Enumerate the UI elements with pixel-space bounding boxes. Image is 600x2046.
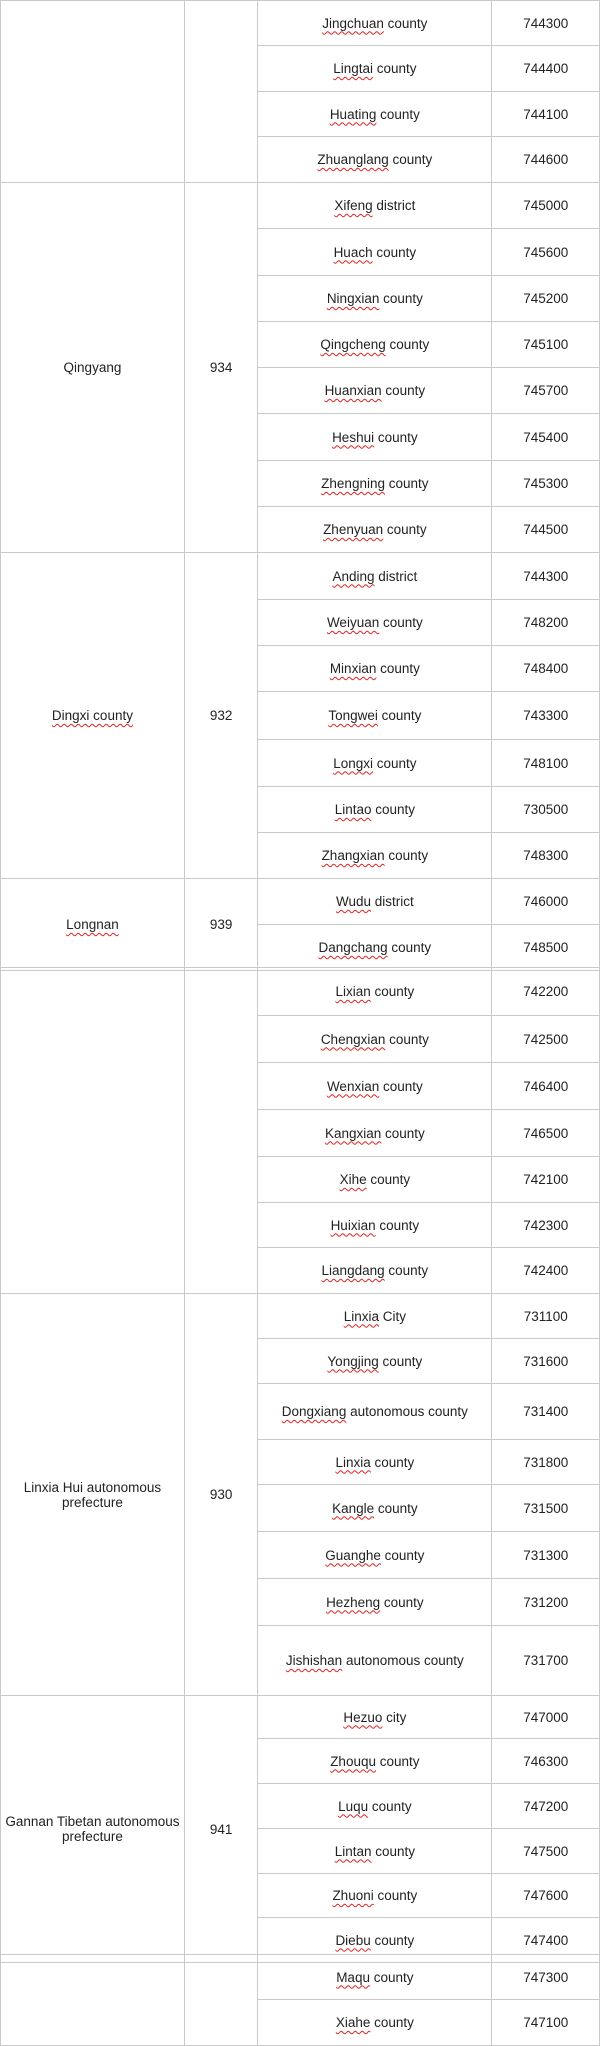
postal-code: 745100 <box>523 337 569 352</box>
postal-code-cell <box>492 1157 600 1203</box>
county-name-main: Zhenyuan <box>323 522 384 537</box>
county-name-main: Zhengning <box>321 476 385 491</box>
county-name-cell <box>258 2000 492 2046</box>
postal-code-cell <box>492 787 600 833</box>
county-name-main: Minxian <box>329 661 377 676</box>
postal-code-cell <box>492 1339 600 1384</box>
city-cell <box>1 968 185 1294</box>
county-name-suffix: district <box>374 568 418 584</box>
county-name-cell <box>258 740 492 787</box>
postal-code: 744300 <box>523 15 569 31</box>
table-segment-3 <box>0 1954 600 2046</box>
county-name-cell <box>258 925 492 971</box>
postal-code-cell <box>492 461 600 507</box>
county-name-suffix: county <box>376 661 420 676</box>
county-name-suffix: county <box>379 615 423 630</box>
postal-code-cell <box>492 1248 600 1294</box>
county-name-main: Qingcheng <box>320 337 386 352</box>
table-row <box>1 1294 600 1339</box>
county-name-suffix: county <box>369 1969 414 1985</box>
area-code-cell <box>184 553 257 879</box>
postal-code: 747200 <box>523 1798 569 1814</box>
county-name-cell <box>258 276 492 322</box>
postal-code: 748300 <box>523 848 569 863</box>
county-name-main: Jingchuan <box>322 15 384 31</box>
city-name: Gannan Tibetan autonomous prefecture <box>5 1814 180 1844</box>
postal-code: 746400 <box>523 1078 569 1094</box>
county-name-cell <box>258 1016 492 1063</box>
county-name-cell <box>258 1485 492 1532</box>
postal-code: 744300 <box>523 568 569 584</box>
county-name-cell <box>258 1 492 46</box>
county-name-main: Maqu <box>336 1969 370 1985</box>
city-cell <box>1 1 185 183</box>
county-name-cell <box>258 1063 492 1110</box>
postal-code-cell <box>492 368 600 414</box>
table-row <box>1 183 600 229</box>
county-name-main: Anding <box>332 568 375 584</box>
postal-code: 731700 <box>523 1653 569 1668</box>
county-name-main: Liangdang <box>321 1263 385 1278</box>
postal-code-cell <box>492 1955 600 2000</box>
postal-code: 748200 <box>523 615 569 630</box>
county-name-main: Huach <box>333 244 373 260</box>
postal-code-cell <box>492 833 600 879</box>
county-name-main: Huating <box>329 106 377 122</box>
county-name-cell <box>258 507 492 553</box>
county-name-main: Zhuanglang <box>317 152 389 167</box>
city-cell <box>1 1696 185 1963</box>
area-code-cell <box>184 968 257 1294</box>
county-name-cell <box>258 1696 492 1739</box>
county-name-main: Guanghe <box>325 1547 381 1563</box>
postal-code: 742400 <box>523 1263 569 1278</box>
postal-code: 747000 <box>523 1709 569 1725</box>
county-name-suffix: county <box>371 802 416 817</box>
postal-code: 742300 <box>523 1217 569 1233</box>
county-name-suffix: county <box>384 476 429 491</box>
county-name-main: Ningxian <box>326 291 380 306</box>
postal-code-cell <box>492 137 600 183</box>
county-name-suffix: county <box>375 1753 420 1769</box>
county-name-suffix: autonomous county <box>342 1653 464 1668</box>
county-name-suffix: county <box>380 1547 425 1563</box>
postal-code: 745000 <box>523 198 569 213</box>
county-name-suffix: county <box>383 522 427 537</box>
county-name-cell <box>258 46 492 92</box>
table-row <box>1 968 600 1016</box>
area-code-cell <box>184 1 257 183</box>
county-name-cell <box>258 183 492 229</box>
county-name-suffix: county <box>377 708 422 723</box>
postal-code-cell <box>492 740 600 787</box>
county-name-cell <box>258 1784 492 1829</box>
county-name-main: Weiyuan <box>326 615 380 630</box>
county-name-cell <box>258 553 492 600</box>
county-name-suffix: county <box>370 1454 415 1470</box>
postal-code-cell <box>492 322 600 368</box>
county-name-cell <box>258 787 492 833</box>
county-name-main: Kangxian <box>324 1125 382 1141</box>
county-name-suffix: county <box>368 1798 412 1814</box>
area-code: 941 <box>209 1821 233 1837</box>
postal-code: 745400 <box>523 429 569 445</box>
county-name-main: Xiahe <box>335 2015 371 2030</box>
postal-code: 744600 <box>523 152 569 167</box>
county-name-cell <box>258 229 492 276</box>
county-name-suffix: county <box>387 940 432 955</box>
postal-code-cell <box>492 1739 600 1784</box>
city-name: Linxia Hui autonomous prefecture <box>23 1479 162 1510</box>
county-name-suffix: county <box>372 755 417 771</box>
county-name-suffix: county <box>373 1888 418 1903</box>
postal-code-cell <box>492 968 600 1016</box>
postal-code: 748100 <box>523 755 569 771</box>
postal-code-cell <box>492 276 600 322</box>
county-name-suffix: county <box>370 2015 414 2030</box>
postal-code: 744500 <box>523 522 569 537</box>
postal-code: 731100 <box>523 1308 568 1324</box>
county-name-cell <box>258 461 492 507</box>
postal-code-cell <box>492 229 600 276</box>
county-name-main: Linxia <box>343 1308 379 1324</box>
county-name-main: Lixian <box>335 984 371 999</box>
table-row <box>1 1955 600 2000</box>
county-name-suffix: district <box>370 894 414 909</box>
county-name-main: Wudu <box>335 894 371 909</box>
postal-code: 746000 <box>523 894 569 909</box>
county-name-suffix: county <box>370 1932 415 1948</box>
postal-code-cell <box>492 646 600 692</box>
postal-code-cell <box>492 879 600 925</box>
county-name-suffix: county <box>374 1500 418 1516</box>
county-name-main: Tongwei <box>328 708 378 723</box>
county-name-suffix: district <box>372 198 416 213</box>
county-name-main: Xifeng <box>334 198 373 213</box>
county-name-main: Linxia <box>335 1454 371 1470</box>
postal-code: 745300 <box>523 476 569 491</box>
postal-code-cell <box>492 1203 600 1248</box>
postal-code: 747500 <box>523 1843 569 1859</box>
county-name-suffix: county <box>384 848 429 863</box>
county-name-cell <box>258 1157 492 1203</box>
postal-code: 744400 <box>523 61 569 76</box>
city-cell <box>1 1955 185 2046</box>
county-name-main: Zhuoni <box>332 1888 374 1903</box>
county-name-cell <box>258 968 492 1016</box>
postal-code: 731300 <box>523 1547 569 1563</box>
county-name-main: Kangle <box>332 1500 375 1516</box>
county-name-main: Huixian <box>330 1217 376 1233</box>
county-name-suffix: City <box>378 1308 406 1324</box>
postal-code: 745600 <box>523 244 569 260</box>
county-name-cell <box>258 414 492 461</box>
area-code-cell <box>184 183 257 553</box>
postal-code: 731200 <box>523 1594 569 1610</box>
county-name-cell <box>258 1440 492 1485</box>
county-name-main: Chengxian <box>320 1031 386 1047</box>
county-name-suffix: county <box>381 383 426 398</box>
postal-code: 743300 <box>523 708 569 723</box>
postal-code: 745200 <box>523 291 569 306</box>
postal-code-cell <box>492 46 600 92</box>
postal-code-cell <box>492 1 600 46</box>
postal-code-cell <box>492 507 600 553</box>
table-row <box>1 1696 600 1739</box>
area-code-cell <box>184 879 257 971</box>
city-name: Longnan <box>66 917 119 932</box>
postal-code-cell <box>492 925 600 971</box>
county-name-main: Yongjing <box>327 1353 379 1369</box>
county-name-main: Luqu <box>338 1798 369 1814</box>
county-name-suffix: county <box>380 1594 424 1610</box>
county-name-cell <box>258 368 492 414</box>
postal-code-cell <box>492 1696 600 1739</box>
postal-code: 747400 <box>523 1932 569 1948</box>
postal-code-cell <box>492 1063 600 1110</box>
city-cell <box>1 183 185 553</box>
county-name-main: Zhouqu <box>330 1753 376 1769</box>
county-name-suffix: county <box>372 244 417 260</box>
county-name-cell <box>258 646 492 692</box>
county-name-cell <box>258 1532 492 1579</box>
postal-code: 748400 <box>523 661 569 676</box>
city-cell <box>1 879 185 971</box>
postal-code: 731500 <box>523 1500 569 1516</box>
postal-code-cell <box>492 1829 600 1874</box>
county-name-cell <box>258 833 492 879</box>
county-name-cell <box>258 1955 492 2000</box>
postal-code: 745700 <box>523 383 569 398</box>
postal-code-cell <box>492 92 600 137</box>
county-name-main: Dongxiang <box>281 1404 347 1419</box>
county-name-suffix: county <box>374 429 418 445</box>
city-cell <box>1 1294 185 1696</box>
area-code-cell <box>184 1955 257 2046</box>
postal-code: 748500 <box>523 940 569 955</box>
county-name-main: Hezuo <box>343 1709 383 1725</box>
county-name-main: Hezheng <box>326 1594 381 1610</box>
county-name-suffix: county <box>385 1031 429 1047</box>
county-name-main: Longxi <box>333 755 373 771</box>
area-code-cell <box>184 1696 257 1963</box>
city-name: Qingyang <box>63 360 122 375</box>
postal-code-cell <box>492 692 600 740</box>
postal-code: 742200 <box>523 984 569 999</box>
county-name-cell <box>258 1294 492 1339</box>
postal-code-cell <box>492 553 600 600</box>
postal-code-cell <box>492 414 600 461</box>
county-name-suffix: county <box>370 984 415 999</box>
postal-code-cell <box>492 1440 600 1485</box>
county-name-cell <box>258 1248 492 1294</box>
city-cell <box>1 553 185 879</box>
county-name-cell <box>258 1579 492 1626</box>
postal-code-cell <box>492 1110 600 1157</box>
postal-code-cell <box>492 183 600 229</box>
postal-code: 746300 <box>523 1753 569 1769</box>
postal-code-cell <box>492 1532 600 1579</box>
postal-code-cell <box>492 1874 600 1918</box>
postal-code-cell <box>492 1626 600 1696</box>
county-name-cell <box>258 1384 492 1440</box>
county-name-main: Heshui <box>332 429 375 445</box>
postal-code: 731400 <box>523 1404 569 1419</box>
county-name-suffix: county <box>376 106 420 122</box>
area-code: 930 <box>209 1487 233 1502</box>
postal-code-cell <box>492 1485 600 1532</box>
county-name-suffix: county <box>379 291 423 306</box>
city-name: Dingxi county <box>51 708 133 723</box>
county-name-suffix: county <box>378 1353 423 1369</box>
postal-code: 742500 <box>523 1031 569 1047</box>
county-name-main: Jishishan <box>285 1653 343 1668</box>
county-name-cell <box>258 600 492 646</box>
area-code: 934 <box>209 360 233 375</box>
county-name-cell <box>258 92 492 137</box>
postal-code-cell <box>492 1579 600 1626</box>
postal-code: 747300 <box>523 1969 569 1985</box>
area-code-cell <box>184 1294 257 1696</box>
postal-code-cell <box>492 1784 600 1829</box>
county-name-suffix: county <box>379 1078 423 1094</box>
county-name-suffix: county <box>383 15 428 31</box>
postal-code-cell <box>492 1016 600 1063</box>
county-name-main: Lintao <box>334 802 372 817</box>
county-name-cell <box>258 1874 492 1918</box>
county-name-suffix: county <box>371 1843 416 1859</box>
county-name-cell <box>258 1739 492 1784</box>
county-name-cell <box>258 322 492 368</box>
county-name-suffix: autonomous county <box>346 1404 468 1419</box>
postal-code-cell <box>492 1294 600 1339</box>
county-name-main: Lintan <box>334 1843 372 1859</box>
county-name-main: Lingtai <box>333 61 373 76</box>
county-name-main: Huanxian <box>324 383 382 398</box>
county-name-main: Wenxian <box>326 1078 380 1094</box>
county-name-suffix: city <box>382 1709 407 1725</box>
county-name-suffix: county <box>372 61 417 76</box>
county-name-cell <box>258 1110 492 1157</box>
county-name-cell <box>258 137 492 183</box>
county-name-suffix: county <box>388 152 433 167</box>
postal-code-cell <box>492 2000 600 2046</box>
county-name-cell <box>258 692 492 740</box>
county-name-suffix: county <box>366 1172 411 1187</box>
postal-code: 747600 <box>523 1888 569 1903</box>
county-name-cell <box>258 879 492 925</box>
county-name-cell <box>258 1203 492 1248</box>
postal-code-cell <box>492 1384 600 1440</box>
county-name-suffix: county <box>384 1263 429 1278</box>
county-name-main: Diebu <box>335 1932 371 1948</box>
table-segment-1 <box>0 0 600 971</box>
county-name-cell <box>258 1829 492 1874</box>
county-name-cell <box>258 1626 492 1696</box>
postal-code: 744100 <box>523 106 569 122</box>
area-code: 939 <box>209 917 233 932</box>
postal-code: 730500 <box>523 802 569 817</box>
postal-code: 747100 <box>523 2015 569 2030</box>
county-name-main: Zhangxian <box>321 848 385 863</box>
county-name-main: Xihe <box>339 1172 367 1187</box>
postal-code-cell <box>492 600 600 646</box>
table-segment-2 <box>0 967 600 1963</box>
county-name-main: Dangchang <box>318 940 388 955</box>
area-code: 932 <box>209 708 233 723</box>
postal-code: 742100 <box>523 1172 569 1187</box>
table-row <box>1 553 600 600</box>
table-row <box>1 879 600 925</box>
county-name-suffix: county <box>385 337 430 352</box>
county-name-cell <box>258 1339 492 1384</box>
postal-code: 731800 <box>523 1454 569 1470</box>
county-name-suffix: county <box>375 1217 420 1233</box>
postal-code: 746500 <box>523 1125 569 1141</box>
county-name-suffix: county <box>381 1125 425 1141</box>
postal-code: 731600 <box>523 1353 569 1369</box>
table-row <box>1 1 600 46</box>
